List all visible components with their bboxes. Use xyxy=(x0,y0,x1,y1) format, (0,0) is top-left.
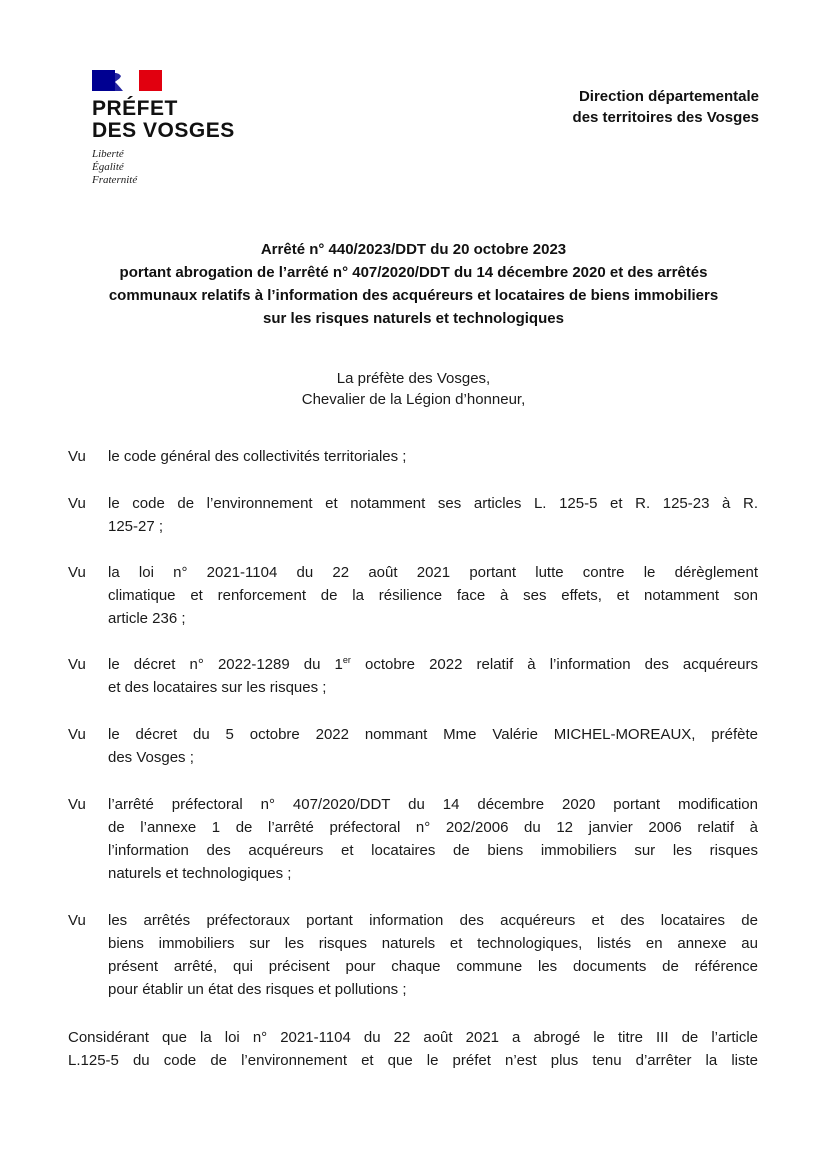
visa-label: Vu xyxy=(68,448,86,465)
decree-title xyxy=(40,238,787,330)
authority-line-2: Chevalier de la Légion d’honneur, xyxy=(301,391,526,408)
visa-label: Vu xyxy=(68,912,86,929)
motto-egalite: Égalité xyxy=(92,161,124,173)
visa-line: de l’annexe 1 de l’arrêté préfectoral n° 202/2006 du 12 janvier 2006 relatif à xyxy=(108,819,758,836)
visa-line xyxy=(108,653,758,676)
visa-item xyxy=(68,445,758,468)
visa-text-part: le décret n° 2022-1289 du 1 xyxy=(108,656,343,673)
visa-line: le code général des collectivités territoriales ; xyxy=(108,448,407,465)
visa-line: l’arrêté préfectoral n° 407/2020/DDT du 14 décembre 2020 portant modification xyxy=(108,796,758,813)
visa-line: et des locataires sur les risques ; xyxy=(108,679,327,696)
visa-line: article 236 ; xyxy=(108,610,186,627)
motto-fraternite: Fraternité xyxy=(92,174,138,186)
title-line-3: communaux relatifs à l’information des acquéreurs et locataires de biens immobiliers xyxy=(108,287,719,304)
logo-text-prefet: PRÉFET xyxy=(92,97,178,120)
visa-line: climatique et renforcement de la résilience face à ses effets, et notamment son xyxy=(108,587,758,604)
visa-item xyxy=(68,909,758,1001)
visa-line: les arrêtés préfectoraux portant information des acquéreurs et des locataires de xyxy=(108,912,758,929)
visa-item xyxy=(68,793,758,885)
visa-line: la loi n° 2021-1104 du 22 août 2021 portant lutte contre le dérèglement xyxy=(108,564,758,581)
visa-label: Vu xyxy=(68,495,86,512)
issuing-direction xyxy=(573,86,759,128)
logo-text-des-vosges: DES VOSGES xyxy=(92,119,235,142)
visa-line: l’information des acquéreurs et locataires de biens immobiliers sur les risques xyxy=(108,842,758,859)
motto-liberte: Liberté xyxy=(92,148,124,160)
visa-line: le code de l’environnement et notamment ses articles L. 125-5 et R. 125-23 à R. xyxy=(108,495,758,512)
visa-line: le décret du 5 octobre 2022 nommant Mme Valérie MICHEL-MOREAUX, préfète xyxy=(108,726,758,743)
direction-line-2: des territoires des Vosges xyxy=(572,109,759,126)
authority-line-1: La préfète des Vosges, xyxy=(336,370,491,387)
visa-label: Vu xyxy=(68,656,86,673)
prefet-logo xyxy=(92,70,272,187)
visa-label: Vu xyxy=(68,564,86,581)
visa-label: Vu xyxy=(68,726,86,743)
visa-label: Vu xyxy=(68,796,86,813)
considerant-line-2: L.125-5 du code de l’environnement et que le préfet n’est plus tenu d’arrêter la liste xyxy=(68,1052,758,1069)
direction-line-1: Direction départementale xyxy=(578,88,759,105)
authority-block xyxy=(40,368,787,410)
marianne-flag-icon xyxy=(92,70,162,91)
considerant-line-1: Considérant que la loi n° 2021-1104 du 22 août 2021 a abrogé le titre III de l’article xyxy=(68,1029,758,1046)
visa-line: naturels et technologiques ; xyxy=(108,865,292,882)
considerant-paragraph xyxy=(68,1026,758,1072)
visa-item xyxy=(68,653,758,699)
visa-line: 125-27 ; xyxy=(108,518,164,535)
visa-item xyxy=(68,723,758,769)
visa-text-part: octobre 2022 relatif à l’information des acquéreurs xyxy=(350,656,758,673)
visa-item xyxy=(68,561,758,630)
visa-line: des Vosges ; xyxy=(108,749,194,766)
title-line-4: sur les risques naturels et technologiques xyxy=(263,310,564,327)
ordinal-superscript: er xyxy=(342,655,351,665)
visa-line: pour établir un état des risques et pollutions ; xyxy=(108,981,407,998)
title-line-1: Arrêté n° 440/2023/DDT du 20 octobre 2023 xyxy=(260,241,567,258)
republic-motto xyxy=(92,148,272,187)
visa-line: biens immobiliers sur les risques naturels et technologiques, listés en annexe au xyxy=(108,935,758,952)
visa-line: présent arrêté, qui précisent pour chaque commune les documents de référence xyxy=(108,958,758,975)
title-line-2: portant abrogation de l’arrêté n° 407/2020/DDT du 14 décembre 2020 et des arrêtés xyxy=(119,264,708,281)
visa-item xyxy=(68,492,758,538)
